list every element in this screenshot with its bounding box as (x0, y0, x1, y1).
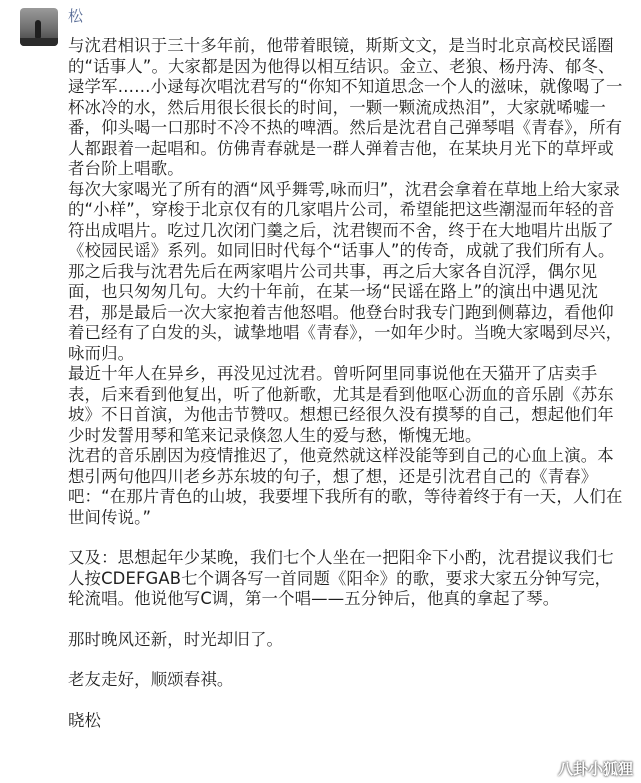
paragraph-4: 最近十年人在异乡，再没见过沈君。曾听阿里同事说他在天猫开了店卖手表，后来看到他复出，听了他新歌，尤其是看到他呕心沥血的音乐剧《苏东坡》不日首演，为他击节赞叹。想想已经很久没有摸琴的自己，想起他们年少时发誓用琴和笔来记录倏忽人生的爱与愁，惭愧无地。 (68, 364, 614, 445)
paragraph-evening-wind: 那时晚风还新，时光却旧了。 (68, 629, 284, 649)
paragraph-5: 沈君的音乐剧因为疫情推迟了，他竟然就这样没能等到自己的心血上演。本想引两句他四川老乡苏东坡的句子，想了想，还是引沈君自己的《青春》吧：“在那片青色的山坡，我要埋下我所有的歌，等待着终于有一天，人们在世间传说。” (68, 446, 623, 527)
spacer (68, 528, 624, 548)
paragraph-farewell: 老友走好，顺颂春祺。 (68, 670, 234, 689)
username[interactable]: 松 (68, 7, 84, 25)
paragraph-1: 与沈君相识于三十多年前，他带着眼镜，斯斯文文，是当时北京高校民谣圈的“话事人”。大家都是因为他得以相互结识。金立、老狼、杨丹涛、郁冬、逯学军……小逯每次唱沈君写的“你知不知道思念一个人的滋味，就像喝了一杯冰冷的水，然后用很长很长的时间，一颗一颗流成热泪”，大家就唏嘘一番，仰头喝一口那时不冷不热的啤酒。然后是沈君自己弹琴唱《青春》，所有人都跟着一起唱和。仿佛青春就是一群人弹着吉他，在某块月光下的草坪或者台阶上唱歌。 (68, 36, 623, 178)
paragraph-postscript: 又及：思想起年少某晚，我们七个人坐在一把阳伞下小酌，沈君提议我们七人按CDEFGAB七个调各写一首同题《阳伞》的歌，要求大家五分钟写完，轮流唱。他说他写C调，第一个唱——五分钟后，他真的拿起了琴。 (68, 548, 614, 608)
post-content (68, 36, 624, 731)
spacer (68, 650, 624, 670)
watermark: 八卦小狐狸 (557, 760, 633, 778)
spacer (68, 610, 624, 630)
avatar-ground (20, 38, 58, 46)
spacer (68, 691, 624, 711)
signature: 晓松 (68, 710, 102, 730)
person-silhouette-icon (35, 20, 41, 38)
paragraph-2: 每次大家喝光了所有的酒“风乎舞雩,咏而归”，沈君会拿着在草地上给大家录的“小样”，穿梭于北京仅有的几家唱片公司，希望能把这些潮湿而年轻的音符出成唱片。吃过几次闭门羹之后，沈君锲而不舍，终于在大地唱片出版了《校园民谣》系列。如同旧时代每个“话事人”的传奇，成就了我们所有人。 (68, 179, 620, 260)
avatar[interactable] (20, 8, 58, 46)
paragraph-3: 那之后我与沈君先后在两家唱片公司共事，再之后大家各自沉浮，偶尔见面，也只匆匆几句。大约十年前，在某一场“民谣在路上”的演出中遇见沈君，那是最后一次大家抱着吉他怒唱。他登台时我专门跑到侧幕边，看他仰着已经有了白发的头，诚挚地唱《青春》，一如年少时。当晚大家喝到尽兴，咏而归。 (68, 261, 623, 363)
